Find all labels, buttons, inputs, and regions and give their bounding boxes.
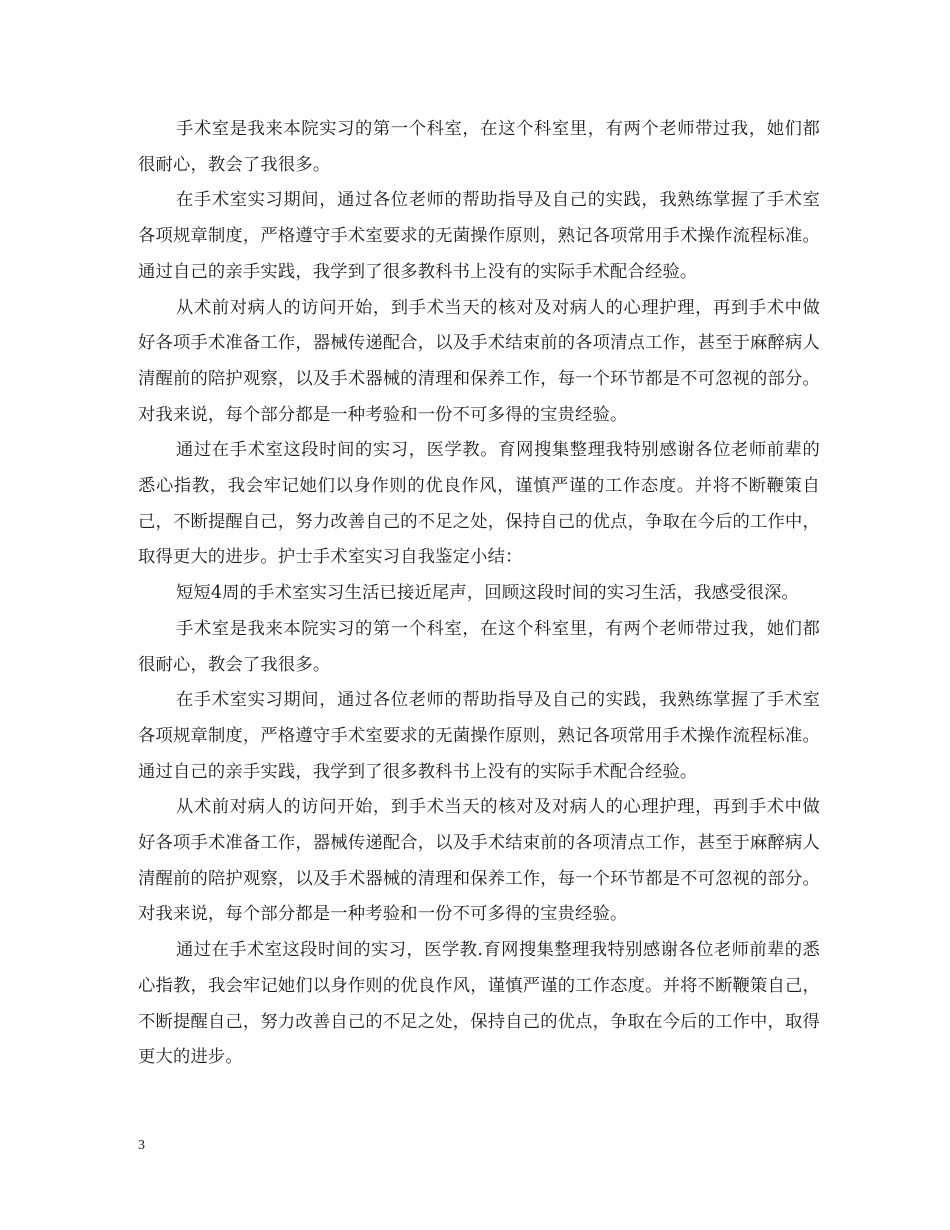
paragraph: 手术室是我来本院实习的第一个科室，在这个科室里，有两个老师带过我，她们都很耐心，教会了我很多。 [138, 618, 820, 675]
paragraph: 通过在手术室这段时间的实习，医学教.育网搜集整理我特别感谢各位老师前辈的悉心指教，我会牢记她们以身作则的优良作风，谨慎严谨的工作态度。并将不断鞭策自己，不断提醒自己，努力改善自己的不足之处，保持自己的优点，争取在今后的工作中，取得更大的进步。 [138, 940, 820, 1068]
page-number: 3 [138, 1138, 145, 1153]
paragraph: 手术室是我来本院实习的第一个科室，在这个科室里，有两个老师带过我，她们都很耐心，教会了我很多。 [138, 119, 820, 175]
paragraph: 短短4周的手术室实习生活已接近尾声，回顾这段时间的实习生活，我感受很深。 [176, 583, 800, 604]
paragraph: 从术前对病人的访问开始，到手术当天的核对及对病人的心理护理，再到手术中做好各项手术准备工作，器械传递配合，以及手术结束前的各项清点工作，甚至于麻醉病人清醒前的陪护观察，以及手术器械的清理和保养工作，每一个环节都是不可忽视的部分。对我来说，每个部分都是一种考验和一份不可多得的宝贵经验。 [138, 797, 820, 925]
paragraph: 在手术室实习期间，通过各位老师的帮助指导及自己的实践，我熟练掌握了手术室各项规章制度，严格遵守手术室要求的无菌操作原则，熟记各项常用手术操作流程标准。通过自己的亲手实践，我学到了很多教科书上没有的实际手术配合经验。 [138, 190, 820, 282]
paragraph: 从术前对病人的访问开始，到手术当天的核对及对病人的心理护理，再到手术中做好各项手术准备工作，器械传递配合，以及手术结束前的各项清点工作，甚至于麻醉病人清醒前的陪护观察，以及手术器械的清理和保养工作，每一个环节都是不可忽视的部分。对我来说，每个部分都是一种考验和一份不可多得的宝贵经验。 [138, 297, 820, 425]
paragraph: 在手术室实习期间，通过各位老师的帮助指导及自己的实践，我熟练掌握了手术室各项规章制度，严格遵守手术室要求的无菌操作原则，熟记各项常用手术操作流程标准。通过自己的亲手实践，我学到了很多教科书上没有的实际手术配合经验。 [138, 690, 820, 782]
paragraph: 通过在手术室这段时间的实习，医学教。育网搜集整理我特别感谢各位老师前辈的悉心指教，我会牢记她们以身作则的优良作风，谨慎严谨的工作态度。并将不断鞭策自己，不断提醒自己，努力改善自己的不足之处，保持自己的优点，争取在今后的工作中，取得更大的进步。护士手术室实习自我鉴定小结： [138, 440, 820, 568]
document-body [138, 112, 820, 1076]
